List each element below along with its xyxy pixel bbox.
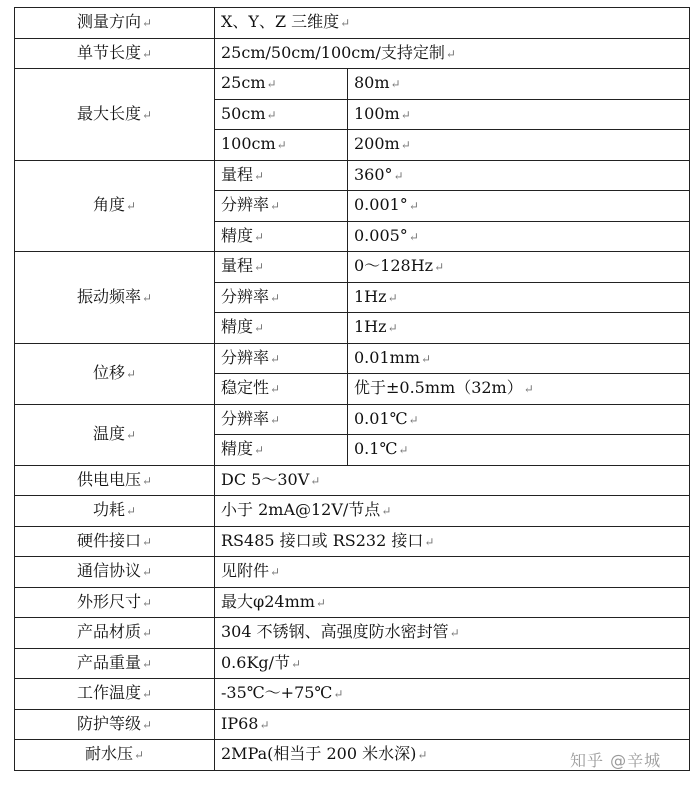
row-value-text: 小于 2mA@12V/节点	[221, 500, 381, 520]
row-label	[15, 526, 215, 557]
row-label	[15, 465, 215, 496]
row-label-text: 防护等级	[76, 713, 141, 733]
sub-value-text: 1Hz	[354, 317, 387, 337]
sub-label-text: 量程	[221, 164, 254, 184]
sub-value-text: 360°	[354, 164, 393, 184]
row-value	[215, 8, 690, 39]
row-label	[15, 618, 215, 649]
table-row	[15, 496, 690, 527]
return-mark-icon: ↵	[270, 199, 281, 214]
return-mark-icon: ↵	[266, 107, 277, 122]
sub-value	[348, 435, 690, 466]
row-label	[15, 709, 215, 740]
sub-value	[348, 282, 690, 313]
row-value	[215, 709, 690, 740]
return-mark-icon: ↵	[270, 290, 281, 305]
sub-value	[348, 130, 690, 161]
spec-table-body	[15, 8, 690, 771]
row-label-text: 产品材质	[76, 622, 141, 642]
return-mark-icon: ↵	[417, 748, 428, 763]
sub-value-text: 200m	[354, 134, 400, 154]
watermark: 知乎 @辛城	[570, 751, 662, 770]
sub-label-text: 50cm	[221, 103, 266, 123]
sub-value-text: 0.005°	[354, 225, 408, 245]
row-value-text: X、Y、Z 三维度	[221, 12, 340, 32]
return-mark-icon: ↵	[276, 138, 287, 153]
return-mark-icon: ↵	[141, 717, 153, 732]
row-label	[15, 69, 215, 161]
return-mark-icon: ↵	[270, 565, 281, 580]
row-label-text: 角度	[92, 195, 125, 215]
row-value-text: 304 不锈钢、高强度防水密封管	[221, 622, 449, 642]
return-mark-icon: ↵	[270, 412, 281, 427]
row-value-text: DC 5～30V	[221, 469, 310, 489]
row-label-text: 最大长度	[76, 103, 141, 123]
sub-label	[215, 221, 348, 252]
return-mark-icon: ↵	[141, 565, 153, 580]
sub-label	[215, 435, 348, 466]
table-row	[15, 343, 690, 374]
row-label-text: 供电电压	[76, 469, 141, 489]
sub-label-text: 量程	[221, 256, 254, 276]
return-mark-icon: ↵	[141, 107, 153, 122]
sub-value	[348, 160, 690, 191]
sub-value-text: 80m	[354, 73, 390, 93]
row-value-text: -35℃～+75℃	[221, 683, 333, 703]
return-mark-icon: ↵	[400, 107, 411, 122]
return-mark-icon: ↵	[408, 199, 419, 214]
row-label	[15, 648, 215, 679]
row-label	[15, 740, 215, 771]
return-mark-icon: ↵	[125, 199, 137, 214]
return-mark-icon: ↵	[333, 687, 344, 702]
table-row	[15, 648, 690, 679]
row-value	[215, 679, 690, 710]
sub-label-text: 精度	[221, 439, 254, 459]
table-row	[15, 465, 690, 496]
return-mark-icon: ↵	[387, 321, 398, 336]
row-label-text: 产品重量	[76, 652, 141, 672]
sub-value-text: 1Hz	[354, 286, 387, 306]
sub-value	[348, 252, 690, 283]
sub-value	[348, 404, 690, 435]
return-mark-icon: ↵	[340, 16, 351, 31]
return-mark-icon: ↵	[141, 534, 153, 549]
sub-label-text: 精度	[221, 317, 254, 337]
table-row	[15, 38, 690, 69]
sub-label-text: 稳定性	[221, 378, 270, 398]
sub-value-text: 优于±0.5mm（32m）	[354, 378, 523, 398]
row-label-text: 工作温度	[76, 683, 141, 703]
table-row	[15, 526, 690, 557]
table-row	[15, 160, 690, 191]
sub-value-text: 0.01℃	[354, 408, 408, 428]
row-value	[215, 465, 690, 496]
return-mark-icon: ↵	[420, 351, 432, 366]
return-mark-icon: ↵	[141, 16, 153, 31]
return-mark-icon: ↵	[400, 138, 411, 153]
row-label-text: 振动频率	[76, 286, 141, 306]
return-mark-icon: ↵	[125, 504, 137, 519]
row-value-text: 见附件	[221, 561, 270, 581]
return-mark-icon: ↵	[141, 626, 153, 641]
return-mark-icon: ↵	[254, 321, 265, 336]
row-label-text: 通信协议	[76, 561, 141, 581]
table-row	[15, 587, 690, 618]
sub-value-text: 0.01mm	[354, 347, 420, 367]
sub-label	[215, 130, 348, 161]
sub-value	[348, 221, 690, 252]
row-label-text: 功耗	[92, 500, 125, 520]
row-label	[15, 160, 215, 252]
table-row	[15, 557, 690, 588]
return-mark-icon: ↵	[125, 428, 137, 442]
return-mark-icon: ↵	[259, 717, 270, 732]
return-mark-icon: ↵	[398, 443, 409, 458]
return-mark-icon: ↵	[445, 46, 456, 61]
table-row	[15, 618, 690, 649]
sub-label-text: 分辨率	[221, 408, 270, 428]
sub-value-text: 0～128Hz	[354, 256, 434, 276]
return-mark-icon: ↵	[133, 748, 145, 763]
sub-label-text: 精度	[221, 225, 254, 245]
row-value	[215, 38, 690, 69]
sub-value	[348, 313, 690, 344]
return-mark-icon: ↵	[254, 229, 265, 244]
sub-label	[215, 99, 348, 130]
return-mark-icon: ↵	[125, 367, 137, 381]
row-label-text: 测量方向	[76, 12, 141, 32]
return-mark-icon: ↵	[141, 473, 153, 488]
row-label-text: 外形尺寸	[76, 591, 141, 611]
return-mark-icon: ↵	[254, 260, 265, 275]
row-label	[15, 252, 215, 344]
return-mark-icon: ↵	[408, 412, 419, 427]
sub-label	[215, 69, 348, 100]
return-mark-icon: ↵	[408, 229, 419, 244]
row-label	[15, 8, 215, 39]
row-label	[15, 496, 215, 527]
sub-value	[348, 191, 690, 222]
return-mark-icon: ↵	[449, 626, 460, 641]
table-row	[15, 679, 690, 710]
row-value-text: 25cm/50cm/100cm/支持定制	[221, 42, 445, 62]
return-mark-icon: ↵	[270, 382, 281, 397]
row-label-text: 位移	[92, 363, 125, 382]
return-mark-icon: ↵	[424, 534, 435, 549]
sub-label	[215, 313, 348, 344]
sub-value	[348, 69, 690, 100]
row-value-text: 2MPa(相当于 200 米水深)	[221, 744, 417, 764]
row-value-text: IP68	[221, 713, 259, 733]
row-value-text: 0.6Kg/节	[221, 652, 291, 672]
row-label	[15, 38, 215, 69]
sub-label	[215, 160, 348, 191]
row-label	[15, 587, 215, 618]
row-value-text: RS485 接口或 RS232 接口	[221, 530, 424, 550]
sub-label	[215, 404, 348, 435]
table-row	[15, 8, 690, 39]
return-mark-icon: ↵	[381, 504, 392, 519]
return-mark-icon: ↵	[315, 595, 326, 610]
return-mark-icon: ↵	[266, 77, 277, 92]
row-value	[215, 587, 690, 618]
row-label-text: 温度	[92, 424, 125, 443]
sub-value	[348, 99, 690, 130]
return-mark-icon: ↵	[393, 168, 404, 183]
sub-label	[215, 374, 348, 405]
row-label	[15, 557, 215, 588]
row-label	[15, 679, 215, 710]
return-mark-icon: ↵	[434, 260, 445, 275]
sub-label	[215, 191, 348, 222]
return-mark-icon: ↵	[141, 656, 153, 671]
sub-value-text: 0.001°	[354, 195, 408, 215]
spec-table	[14, 7, 690, 771]
table-row	[15, 69, 690, 100]
sub-label	[215, 252, 348, 283]
sub-value	[348, 343, 690, 374]
table-row	[15, 404, 690, 435]
row-label	[15, 404, 215, 465]
sub-label-text: 25cm	[221, 73, 266, 93]
sub-label-text: 分辨率	[221, 347, 270, 367]
row-label-text: 耐水压	[84, 744, 133, 764]
return-mark-icon: ↵	[523, 382, 534, 397]
sub-label	[215, 343, 348, 374]
row-value-text: 最大φ24mm	[221, 591, 315, 611]
sub-label-text: 分辨率	[221, 286, 270, 306]
return-mark-icon: ↵	[387, 290, 398, 305]
row-value	[215, 618, 690, 649]
sub-value	[348, 374, 690, 405]
table-row	[15, 709, 690, 740]
return-mark-icon: ↵	[254, 168, 265, 183]
sub-label	[215, 282, 348, 313]
return-mark-icon: ↵	[291, 656, 302, 671]
row-value	[215, 496, 690, 527]
return-mark-icon: ↵	[141, 290, 153, 305]
return-mark-icon: ↵	[254, 443, 265, 458]
table-row	[15, 252, 690, 283]
sub-value-text: 0.1℃	[354, 439, 398, 459]
return-mark-icon: ↵	[310, 473, 321, 488]
return-mark-icon: ↵	[270, 351, 281, 366]
sub-label-text: 100cm	[221, 134, 276, 154]
row-value	[215, 648, 690, 679]
return-mark-icon: ↵	[141, 46, 153, 61]
sub-value-text: 100m	[354, 103, 400, 123]
return-mark-icon: ↵	[141, 595, 153, 610]
row-label	[15, 343, 215, 404]
row-value	[215, 557, 690, 588]
row-value	[215, 526, 690, 557]
row-label-text: 硬件接口	[76, 530, 141, 550]
row-label-text: 单节长度	[76, 42, 141, 62]
return-mark-icon: ↵	[390, 77, 401, 92]
sub-label-text: 分辨率	[221, 195, 270, 215]
return-mark-icon: ↵	[141, 687, 153, 702]
